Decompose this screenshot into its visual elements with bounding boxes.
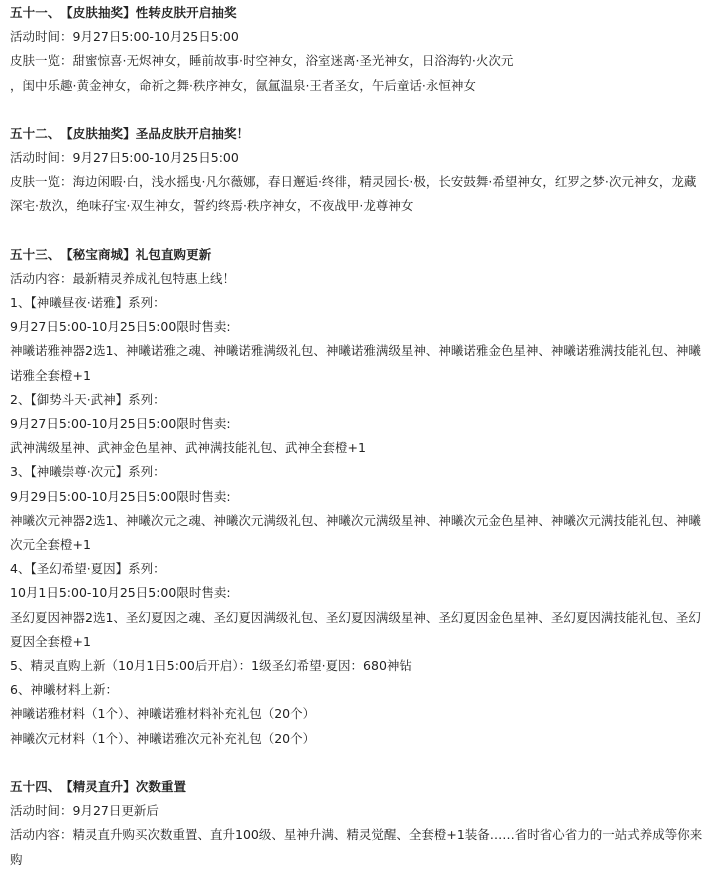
section-number: 五十四、: [10, 778, 61, 794]
list-item: 6、神曦材料上新：: [10, 682, 118, 698]
activity-time: 活动时间：9月27日更新后: [10, 803, 159, 819]
activity-time: 活动时间：9月27日5:00-10月25日5:00: [10, 150, 239, 166]
material-item: 神曦次元材料（1个）、神曦诺雅次元补充礼包（20个）: [10, 730, 316, 746]
sale-period: 9月29日5:00-10月25日5:00限时售卖:: [10, 488, 231, 504]
section-title: 【秘宝商城】礼包直购更新: [66, 246, 212, 262]
section-number: 五十三、: [10, 246, 61, 262]
section-heading: [10, 775, 707, 799]
section-53: [10, 243, 707, 751]
activity-time: 活动时间：9月27日5:00-10月25日5:00: [10, 29, 239, 45]
section-51: [10, 1, 707, 98]
section-54: [10, 775, 707, 872]
bundle-list: 圣幻夏因神器2选1、圣幻夏因之魂、圣幻夏因满级礼包、圣幻夏因满级星神、圣幻夏因金色星神、圣幻夏因满技能礼包、圣幻夏因全套橙+1: [10, 609, 701, 649]
activity-content: 活动内容：最新精灵养成礼包特惠上线！: [10, 270, 236, 286]
material-item: 神曦诺雅材料（1个）、神曦诺雅材料补充礼包（20个）: [10, 706, 316, 722]
skin-list-line: 皮肤一览：海边闲暇·白，浅水摇曳·凡尔薇娜，春日邂逅·终徘，精灵园长·极，长安鼓舞·希望神女，红罗之梦·次元神女，龙藏深宅·敖汣，绝味孖宝·双生神女，誓约终焉·秩序神女，不夜战甲·龙尊神女: [10, 174, 697, 214]
list-item: 3、【神曦崇尊·次元】系列：: [10, 464, 166, 480]
skin-list-line: ，闺中乐趣·黄金神女，命祈之舞·秩序神女，氤氲温泉·王者圣女，午后童话·永恒神女: [10, 77, 476, 93]
section-title: 【皮肤抽奖】圣品皮肤开启抽奖！: [66, 125, 250, 141]
section-number: 五十二、: [10, 125, 61, 141]
sale-period: 10月1日5:00-10月25日5:00限时售卖:: [10, 585, 231, 601]
list-item: 2、【御势斗天·武神】系列：: [10, 391, 166, 407]
list-item: 5、精灵直购上新（10月1日5:00后开启）：1级圣幻希望·夏因：680神钻: [10, 658, 412, 674]
activity-content: 活动内容：精灵直升购买次数重置、直升100级、星神升满、精灵觉醒、全套橙+1装备……省时省心省力的一站式养成等你来购: [10, 827, 703, 867]
skin-list-line: 皮肤一览：甜蜜惊喜·无烬神女，睡前故事·时空神女，浴室迷离·圣光神女，日浴海钓·火次元: [10, 53, 514, 69]
bundle-list: 神曦次元神器2选1、神曦次元之魂、神曦次元满级礼包、神曦次元满级星神、神曦次元金色星神、神曦次元满技能礼包、神曦次元全套橙+1: [10, 512, 701, 553]
bundle-list: 武神满级星神、武神金色星神、武神满技能礼包、武神全套橙+1: [10, 440, 366, 456]
section-title: 【精灵直升】次数重置: [66, 778, 187, 794]
section-heading: [10, 1, 707, 25]
section-number: 五十一、: [10, 5, 61, 20]
section-heading: [10, 243, 707, 267]
section-title: 【皮肤抽奖】性转皮肤开启抽奖: [66, 5, 237, 20]
list-item: 1、【神曦昼夜·诺雅】系列：: [10, 295, 166, 311]
sale-period: 9月27日5:00-10月25日5:00限时售卖:: [10, 319, 231, 335]
sale-period: 9月27日5:00-10月25日5:00限时售卖:: [10, 416, 231, 432]
section-52: [10, 122, 707, 219]
section-heading: [10, 122, 707, 146]
list-item: 4、【圣幻希望·夏因】系列：: [10, 561, 166, 577]
bundle-list: 神曦诺雅神器2选1、神曦诺雅之魂、神曦诺雅满级礼包、神曦诺雅满级星神、神曦诺雅金色星神、神曦诺雅满技能礼包、神曦诺雅全套橙+1: [10, 343, 701, 383]
